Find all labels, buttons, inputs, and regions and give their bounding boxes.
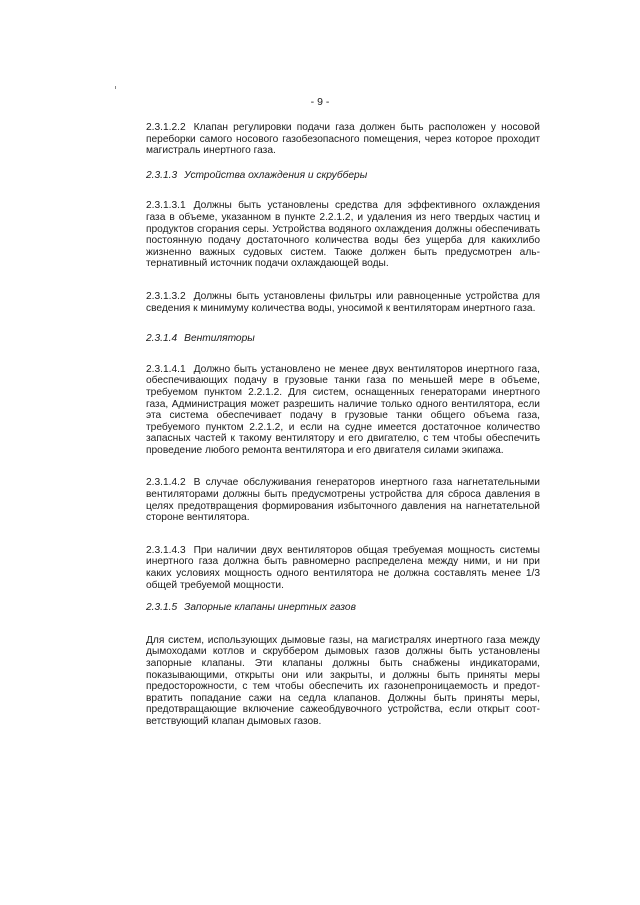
clause-number: 2.3.1.3.1	[146, 200, 186, 212]
section-heading-2-3-1-3	[146, 170, 540, 182]
clause-number: 2.3.1.4.3	[146, 544, 186, 556]
section-title: Запорные клапаны инертных газов	[184, 602, 356, 614]
section-title: Вентиляторы	[184, 333, 255, 345]
paragraph-2-3-1-4-2	[146, 477, 540, 523]
section-heading-2-3-1-4	[146, 333, 540, 345]
paragraph-text: Для систем, использующих дымовые газы, на магистралях инертного газа между дымоходами котлов и скруббером дымовых газов должны быть установлены запорные клапаны. Эти клапаны должны быть снабжены индикаторами, показывающими, открыты они или закрыты, и должны быть приняты меры предосторожности, с тем чтобы обеспечить их газонепроницаемость и предотвратить попадание сажи на седла клапанов. Должны быть приняты меры, предотвращающие включение сажеобдувочного устройства, если открыт соответствующий клапан дымовых газов.	[146, 634, 540, 727]
paragraph-text: Должны быть установлены фильтры или равноценные устройства для сведения к минимуму количества воды, уносимой к вентиляторам инертного газа.	[146, 290, 540, 314]
paragraph-2-3-1-4-3	[146, 545, 540, 591]
page-body	[146, 122, 540, 728]
section-number: 2.3.1.5	[146, 602, 178, 614]
page-number: - 9 -	[310, 96, 330, 108]
paragraph-text: В случае обслуживания генераторов инертного газа нагнетательными вентиляторами должны быть предусмотрены устройства для сброса давления в целях предотвращения формирования избыточного давления на нагнетательной стороне вентилятора.	[146, 477, 540, 524]
paragraph-text: При наличии двух вентиляторов общая требуемая мощность системы инертного газа должна быть равномерно распределена между ними, и ни при каких условиях мощность одного вентилятора не должна составлять менее 1/3 общей требуемой мощности.	[146, 544, 540, 591]
scan-mark	[115, 86, 116, 89]
paragraph-2-3-1-3-1	[146, 200, 540, 270]
paragraph-text: Должны быть установлены средства для эффективного охлаждения газа в объеме, указанном в пункте 2.2.1.2, и удаления из него твердых частиц и продуктов сгорания серы. Устройства водяного охлаждения должны обеспечивать постоянную подачу достаточного количества воды без ущерба для какихлибо жизненно важных судовых систем. Также должен быть предусмотрен альтернативный источник подачи охлаждающей воды.	[146, 200, 540, 270]
paragraph-2-3-1-3-2	[146, 291, 540, 314]
paragraph-2-3-1-4-1	[146, 364, 540, 457]
clause-number: 2.3.1.2.2	[146, 122, 186, 133]
section-title: Устройства охлаждения и скрубберы	[184, 169, 368, 181]
paragraph-text: Клапан регулировки подачи газа должен быть расположен у носовой переборки самого носового газобезопасного помещения, через которое проходит магистраль инертного газа.	[146, 122, 540, 157]
paragraph-inert-gas-valves	[146, 635, 540, 728]
paragraph-2-3-1-2-2	[146, 122, 540, 157]
section-number: 2.3.1.3	[146, 169, 178, 181]
section-number: 2.3.1.4	[146, 333, 178, 345]
clause-number: 2.3.1.4.1	[146, 363, 186, 375]
clause-number: 2.3.1.4.2	[146, 477, 186, 489]
clause-number: 2.3.1.3.2	[146, 290, 186, 302]
paragraph-text: Должно быть установлено не менее двух вентиляторов инертного газа, обеспечивающих подачу в грузовые танки газа по меньшей мере в объеме, требуемом пунктом 2.2.1.2. Для систем, оснащенных генераторами инертного газа, Администрация может разрешить наличие только одного вентилятора, если эта система обеспечивает подачу в грузовые танки общего объема газа, требуемого пунктом 2.2.1.2, и если на судне имеется достаточное количество запасных частей к такому вентилятору и его двигателю, с тем чтобы обеспечить проведение любого ремонта вентилятора и его двигателя силами экипажа.	[146, 363, 540, 456]
section-heading-2-3-1-5	[146, 602, 540, 614]
